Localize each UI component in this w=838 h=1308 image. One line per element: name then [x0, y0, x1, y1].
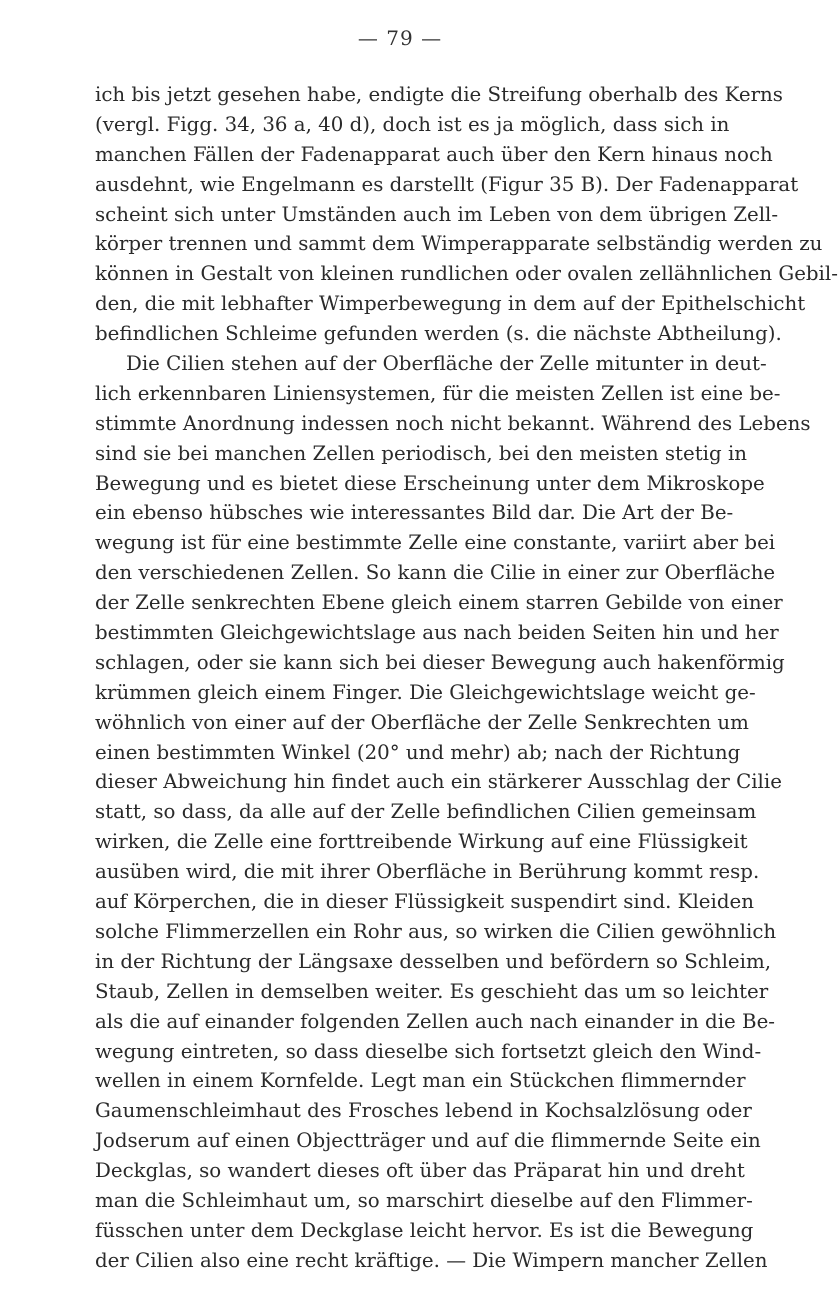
text-line: körper trennen und sammt dem Wimperapparate selbständig werden zu: [95, 232, 823, 256]
text-line: wirken, die Zelle eine forttreibende Wirkung auf eine Flüssigkeit: [95, 830, 748, 854]
text-line: scheint sich unter Umständen auch im Leben von dem übrigen Zell-: [95, 202, 779, 226]
text-line: Staub, Zellen in demselben weiter. Es geschieht das um so leichter: [95, 979, 769, 1003]
text-line: den, die mit lebhafter Wimperbewegung in dem auf der Epithelschicht: [95, 292, 806, 316]
text-line: in der Richtung der Längsaxe desselben und befördern so Schleim,: [95, 949, 771, 973]
text-line: ein ebenso hübsches wie interessantes Bild dar. Die Art der Be-: [95, 501, 734, 525]
text-line: man die Schleimhaut um, so marschirt dieselbe auf den Flimmer-: [95, 1188, 753, 1212]
text-line: ausüben wird, die mit ihrer Oberfläche in Berührung kommt resp.: [95, 860, 760, 884]
text-line: einen bestimmten Winkel (20° und mehr) ab; nach der Richtung: [95, 740, 741, 764]
text-line: statt, so dass, da alle auf der Zelle befindlichen Cilien gemeinsam: [95, 800, 757, 824]
text-line: lich erkennbaren Liniensystemen, für die meisten Zellen ist eine be-: [95, 381, 781, 405]
text-line: der Cilien also eine recht kräftige. — Die Wimpern mancher Zellen: [95, 1248, 768, 1272]
text-line: sind sie bei manchen Zellen periodisch, bei den meisten stetig in: [95, 441, 748, 465]
text-line: manchen Fällen der Fadenapparat auch über den Kern hinaus noch: [95, 142, 773, 166]
text-line: wöhnlich von einer auf der Oberfläche der Zelle Senkrechten um: [95, 710, 749, 734]
text-line: wegung eintreten, so dass dieselbe sich fortsetzt gleich den Wind-: [95, 1039, 762, 1063]
text-line: ich bis jetzt gesehen habe, endigte die Streifung oberhalb des Kerns: [95, 83, 783, 106]
text-line: befindlichen Schleime gefunden werden (s. die nächste Abtheilung).: [95, 322, 782, 346]
text-line: Bewegung und es bietet diese Erscheinung unter dem Mikroskope: [95, 471, 765, 495]
text-line: können in Gestalt von kleinen rundlichen oder ovalen zellähnlichen Gebil-: [95, 262, 838, 286]
text-line: wellen in einem Kornfelde. Legt man ein Stückchen flimmernder: [95, 1069, 746, 1093]
text-line: Jodserum auf einen Objectträger und auf die flimmernde Seite ein: [95, 1129, 761, 1153]
text-line: stimmte Anordnung indessen noch nicht bekannt. Während des Lebens: [95, 411, 811, 435]
text-line: Gaumenschleimhaut des Frosches lebend in Kochsalzlösung oder: [95, 1099, 752, 1123]
text-line: schlagen, oder sie kann sich bei dieser Bewegung auch hakenförmig: [95, 650, 785, 674]
text-line: auf Körperchen, die in dieser Flüssigkeit suspendirt sind. Kleiden: [95, 890, 754, 914]
page-number: — 79 —: [357, 26, 443, 50]
body-text: [95, 80, 838, 1276]
text-line: als die auf einander folgenden Zellen auch nach einander in die Be-: [95, 1009, 775, 1033]
text-line: ausdehnt, wie Engelmann es darstellt (Figur 35 B). Der Fadenapparat: [95, 172, 799, 196]
text-line: der Zelle senkrechten Ebene gleich einem starren Gebilde von einer: [95, 591, 783, 615]
text-line: wegung ist für eine bestimmte Zelle eine constante, variirt aber bei: [95, 531, 776, 555]
text-line: solche Flimmerzellen ein Rohr aus, so wirken die Cilien gewöhnlich: [95, 919, 777, 943]
text-line: Deckglas, so wandert dieses oft über das Präparat hin und dreht: [95, 1159, 745, 1183]
text-line: Die Cilien stehen auf der Oberfläche der Zelle mitunter in deut-: [126, 352, 767, 376]
text-line: (vergl. Figg. 34, 36 a, 40 d), doch ist es ja möglich, dass sich in: [95, 112, 730, 136]
text-line: bestimmten Gleichgewichtslage aus nach beiden Seiten hin und her: [95, 621, 779, 645]
text-line: füsschen unter dem Deckglase leicht hervor. Es ist die Bewegung: [95, 1218, 754, 1242]
text-line: den verschiedenen Zellen. So kann die Cilie in einer zur Oberfläche: [95, 561, 776, 585]
text-line: dieser Abweichung hin findet auch ein stärkerer Ausschlag der Cilie: [95, 770, 782, 794]
text-line: krümmen gleich einem Finger. Die Gleichgewichtslage weicht ge-: [95, 680, 756, 704]
